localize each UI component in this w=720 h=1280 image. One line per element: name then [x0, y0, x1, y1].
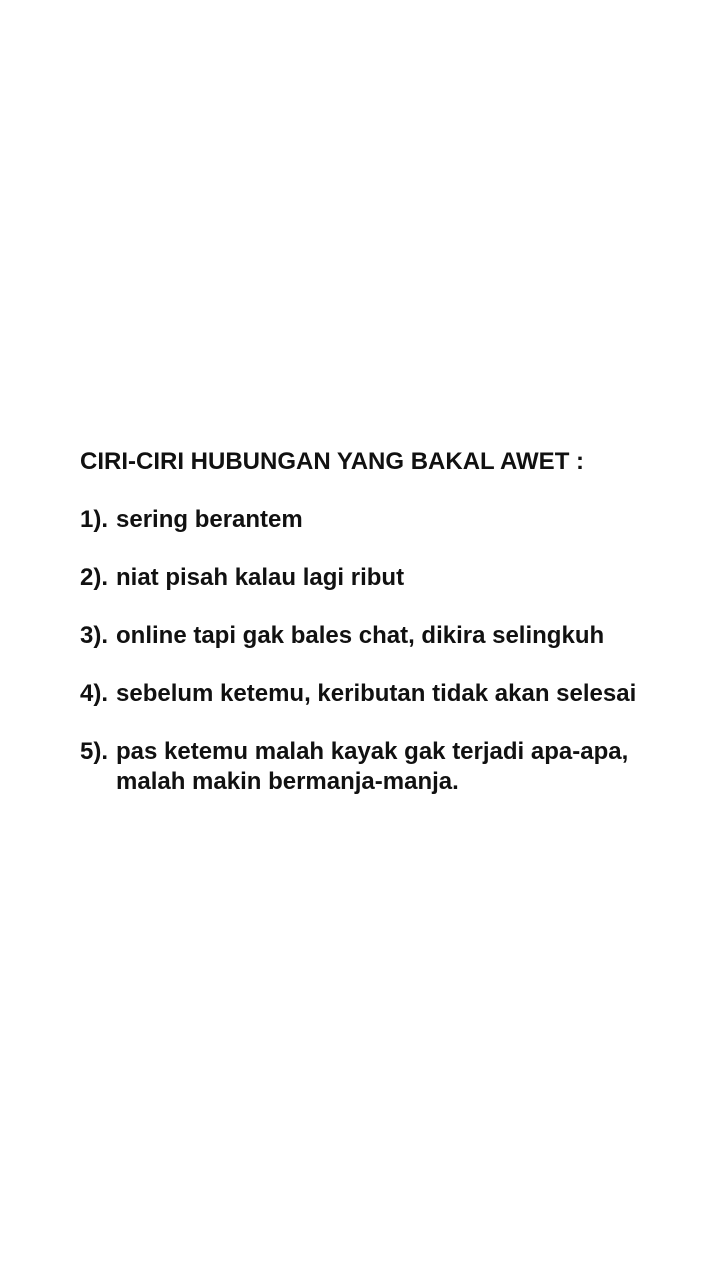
list-item — [80, 563, 690, 593]
list-item-text: niat pisah kalau lagi ribut — [116, 564, 405, 591]
list-item — [80, 679, 690, 709]
note-title: CIRI-CIRI HUBUNGAN YANG BAKAL AWET : — [80, 448, 585, 475]
list-item-number: 2). — [80, 564, 109, 591]
list-item-number: 3). — [80, 622, 109, 649]
list-item-text: sebelum ketemu, keributan tidak akan selesai — [116, 680, 637, 707]
list-item-number: 1). — [80, 506, 109, 533]
list-item-number: 5). — [80, 738, 109, 765]
list-item — [80, 737, 690, 797]
note-text-block — [80, 447, 690, 825]
list-item — [80, 505, 690, 535]
list-item-number: 4). — [80, 680, 109, 707]
list-item-text: sering berantem — [116, 506, 303, 533]
list-item-text: online tapi gak bales chat, dikira selingkuh — [116, 622, 605, 649]
list-item — [80, 621, 690, 651]
list-item-text: pas ketemu malah kayak gak terjadi apa-apa, malah makin bermanja-manja. — [116, 738, 629, 795]
